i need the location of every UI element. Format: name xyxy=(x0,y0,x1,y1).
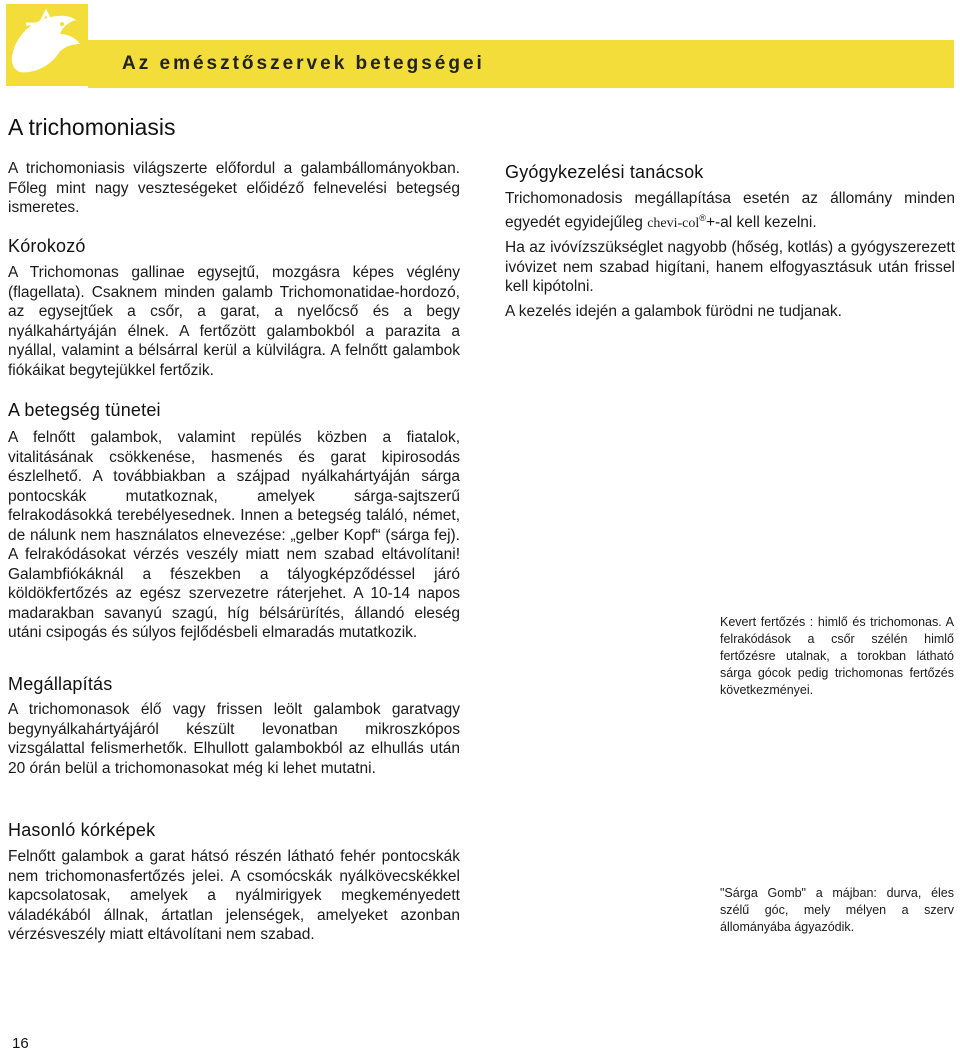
symptoms-heading: A betegség tünetei xyxy=(8,400,161,420)
symptoms-paragraph: A felnőtt galambok, valamint repülés közben a fiatalok, vitalitásának csökkenése, hasmenés és garat kipirosodás észlelhető. A továbbiakban a szájpad nyálkahártyáján sárga pontocskák mutatkoznak, amelyek sárga-sajtszerű felrakodásokká terebélyesednek. Innen a betegség találó, német, de nálunk nem használatos elnevezése: „gelber Kopf“ (sárga fej). A felrakódásokat vérzés veszély miatt nem szabad eltávolítani! Galambfiókáknál a fészekben a tályogképződéssel járó köldökfertőzés az egész szervezetre ráterjehet. A 10-14 napos madarakban savanyú szagú, híg bélsárürítés, állandó eleség utáni csipogás és súlyos fejlődésbeli elmaradás mutatkozik. xyxy=(8,429,460,641)
treatment-heading: Gyógykezelési tanácsok xyxy=(505,162,704,182)
similar-paragraph: Felnőtt galambok a garat hátsó részén látható fehér pontocskák nem trichomonasfertőzés jelei. A csomócskák nyálkövecskékkel kapcsolatosak, amelyek a nyálmirigyek megkeményedett váladékából állnak, ártatlan jelenségek, amelyeket azonban vérzésveszély miatt eltávolítani nem szabad. xyxy=(8,848,460,943)
page-number: 16 xyxy=(12,1035,29,1052)
treatment-paragraph-2: Ha az ivóvízszükséglet nagyobb (hőség, kotlás) a gyógyszerezett ivóvizet nem szabad higítani, hanem elfogyasztásuk után frissel kell kipótolni. xyxy=(505,239,955,296)
registered-mark: ® xyxy=(699,212,706,223)
intro-paragraph: A trichomoniasis világszerte előfordul a galambállományokban. Főleg mint nagy veszteségeket előidéző felnevelési betegség ismeretes. xyxy=(8,160,460,216)
diagnosis-paragraph: A trichomonasok élő vagy frissen leölt galambok garatvagy begynyálkahártyájáról készült levonatban mikroszkópos vizsgálattal felismerhetők. Elhullott galambokból az elhullás után 20 órán belül a trichomonasokat még ki lehet mutatni. xyxy=(8,701,460,777)
figure-caption-2: "Sárga Gomb" a májban: durva, éles szélű góc, mely mélyen a szerv állományába ágyazódik. xyxy=(720,886,954,934)
diagnosis-heading: Megállapítás xyxy=(8,674,113,694)
treatment-p1-suffix: +-al kell kezelni. xyxy=(705,213,817,231)
page-title: A trichomoniasis xyxy=(8,114,176,140)
similar-heading: Hasonló kórképek xyxy=(8,820,156,840)
brand-name: chevi-col xyxy=(647,215,700,231)
treatment-p1-text: Trichomonadosis megállapítása esetén az állomány minden egyedét egyidejűleg xyxy=(505,190,955,231)
figure-caption-1: Kevert fertőzés : himlő és trichomonas. A felrakódások a csőr szélén himlő fertőzésre utalnak, a torokban látható sárga gócok pedig trichomonas fertőzés következményei. xyxy=(720,615,954,697)
pigeon-logo-icon xyxy=(6,4,88,86)
treatment-paragraph-3: A kezelés idején a galambok fürödni ne tudjanak. xyxy=(505,302,842,320)
cause-paragraph: A Trichomonas gallinae egysejtű, mozgásra képes véglény (flagellata). Csaknem minden galamb Trichomonatidae-hordozó, az egysejtűek a csőr, a garat, a nyelőcső és a begy nyálkahártyáján élnek. A fertőzött galambokból a parazita a nyállal, valamint a bélsárral kerül a külvilágra. A felnőtt galambok fiókáikat begytejükkel fertőzik. xyxy=(8,264,460,379)
pigeon-logo xyxy=(6,4,88,86)
section-title: Az emésztőszervek betegségei xyxy=(122,53,485,74)
treatment-text xyxy=(505,189,955,326)
treatment-paragraph-1 xyxy=(505,189,955,233)
cause-heading: Kórokozó xyxy=(8,236,86,256)
